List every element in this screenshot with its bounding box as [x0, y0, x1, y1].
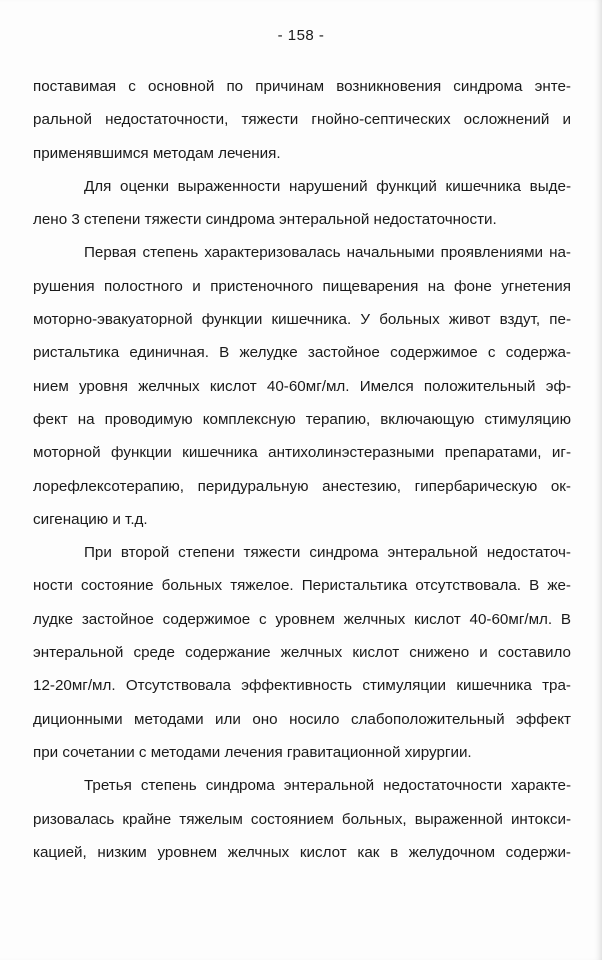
text-line: ности состояние больных тяжелое. Перистальтика отсутствовала. В же-	[33, 577, 571, 595]
text-line: сигенацию и т.д.	[33, 510, 148, 528]
text-line: лено 3 степени тяжести синдрома энтеральной недостаточности.	[33, 211, 497, 229]
text-line: ризовалась крайне тяжелым состоянием больных, выраженной интокси-	[33, 810, 571, 828]
text-line: Первая степень характеризовалась начальными проявлениями на-	[84, 244, 571, 262]
text-line: кацией, низким уровнем желчных кислот как в желудочном содержи-	[33, 843, 571, 861]
text-line: диционными методами или оно носило слабоположительный эффект	[33, 710, 571, 728]
text-line: применявшимся методам лечения.	[33, 144, 281, 162]
paragraph	[33, 769, 571, 869]
text-line: фект на проводимую комплексную терапию, включающую стимуляцию	[33, 410, 571, 428]
text-line: лудке застойное содержимое с уровнем желчных кислот 40-60мг/мл. В	[33, 610, 571, 628]
text-line: лорефлексотерапию, перидуральную анестезию, гипербарическую ок-	[33, 477, 571, 495]
paragraph	[33, 236, 571, 536]
text-line: нием уровня желчных кислот 40-60мг/мл. Имелся положительный эф-	[33, 377, 571, 395]
paragraph	[33, 70, 571, 170]
text-line: ристальтика единичная. В желудке застойное содержимое с содержа-	[33, 344, 571, 362]
text-line: моторно-эвакуаторной функции кишечника. У больных живот вздут, пе-	[33, 311, 571, 329]
text-line: 12-20мг/мл. Отсутствовала эффективность стимуляции кишечника тра-	[33, 677, 571, 695]
text-line: Для оценки выраженности нарушений функций кишечника выде-	[84, 177, 571, 195]
text-line: рушения полостного и пристеночного пищеварения на фоне угнетения	[33, 277, 571, 295]
paragraph	[33, 170, 571, 237]
text-line: поставимая с основной по причинам возникновения синдрома энте-	[33, 78, 571, 95]
text-line: При второй степени тяжести синдрома энтеральной недостаточ-	[84, 544, 571, 562]
text-line: энтеральной среде содержание желчных кислот снижено и составило	[33, 644, 571, 662]
body-text	[33, 70, 571, 869]
page-number: - 158 -	[277, 27, 325, 44]
text-line: ральной недостаточности, тяжести гнойно-септических осложнений и	[33, 111, 571, 129]
text-line: при сочетании с методами лечения гравитационной хирургии.	[33, 743, 472, 761]
text-line: моторной функции кишечника антихолинэстеразными препаратами, иг-	[33, 444, 571, 462]
paragraph	[33, 536, 571, 769]
text-line: Третья степень синдрома энтеральной недостаточности характе-	[84, 777, 571, 795]
